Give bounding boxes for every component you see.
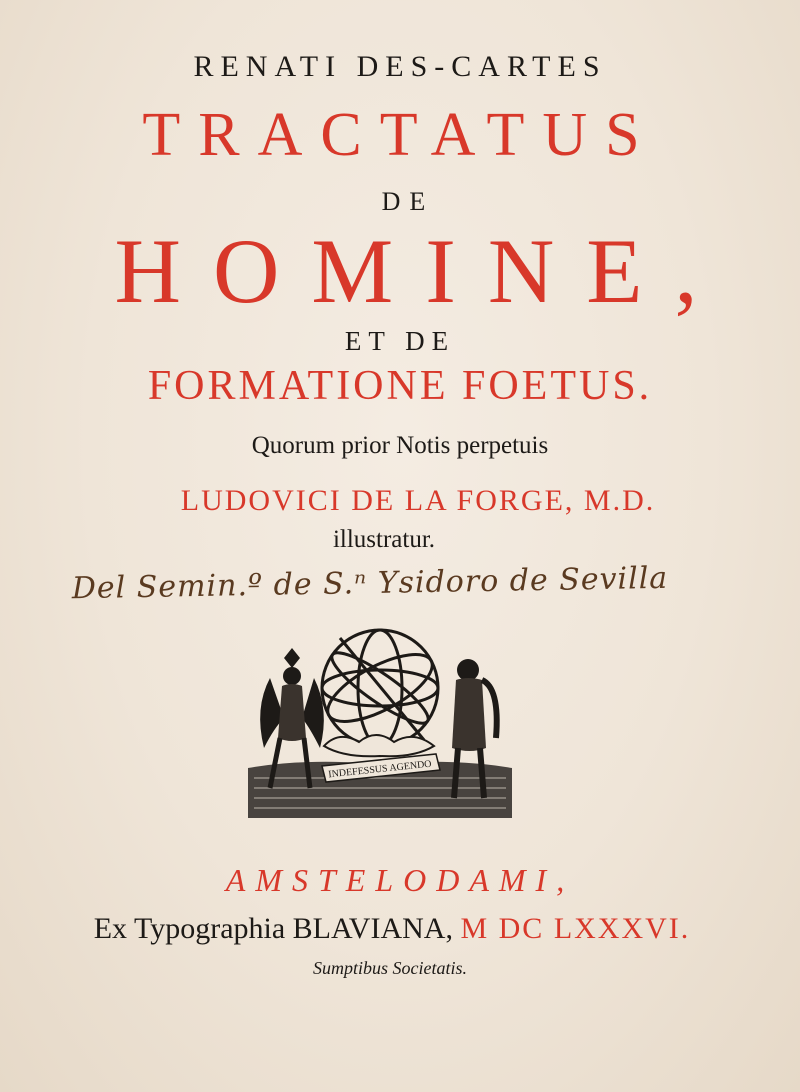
author-line: RENATI DES-CARTES	[193, 50, 607, 83]
illustratur-line: illustratur.	[332, 526, 436, 553]
sumptibus-line: Sumptibus Societatis.	[313, 958, 467, 978]
title-de: DE	[381, 187, 435, 216]
ludovici-line: LUDOVICI DE LA FORGE, M.D.	[180, 484, 656, 517]
printer-device-emblem	[244, 618, 516, 828]
title-homine: HOMINE,	[114, 220, 730, 322]
imprint-line	[0, 912, 792, 946]
imprint-printer: Ex Typographia BLAVIANA,	[93, 912, 453, 945]
title-formatione: FORMATIONE FOETUS.	[147, 363, 653, 409]
handwritten-inscription: Del Semin.º de S.ⁿ Ysidoro de Sevilla	[71, 560, 669, 607]
imprint-city: AMSTELODAMI,	[225, 862, 575, 898]
emblem-motto: INDEFESSUS AGENDO	[327, 758, 433, 781]
quorum-line: Quorum prior Notis perpetuis	[251, 432, 549, 459]
imprint-year: M DC LXXXVI.	[460, 912, 691, 945]
title-tractatus: TRACTATUS	[142, 101, 658, 169]
title-et-de: ET DE	[344, 326, 456, 356]
